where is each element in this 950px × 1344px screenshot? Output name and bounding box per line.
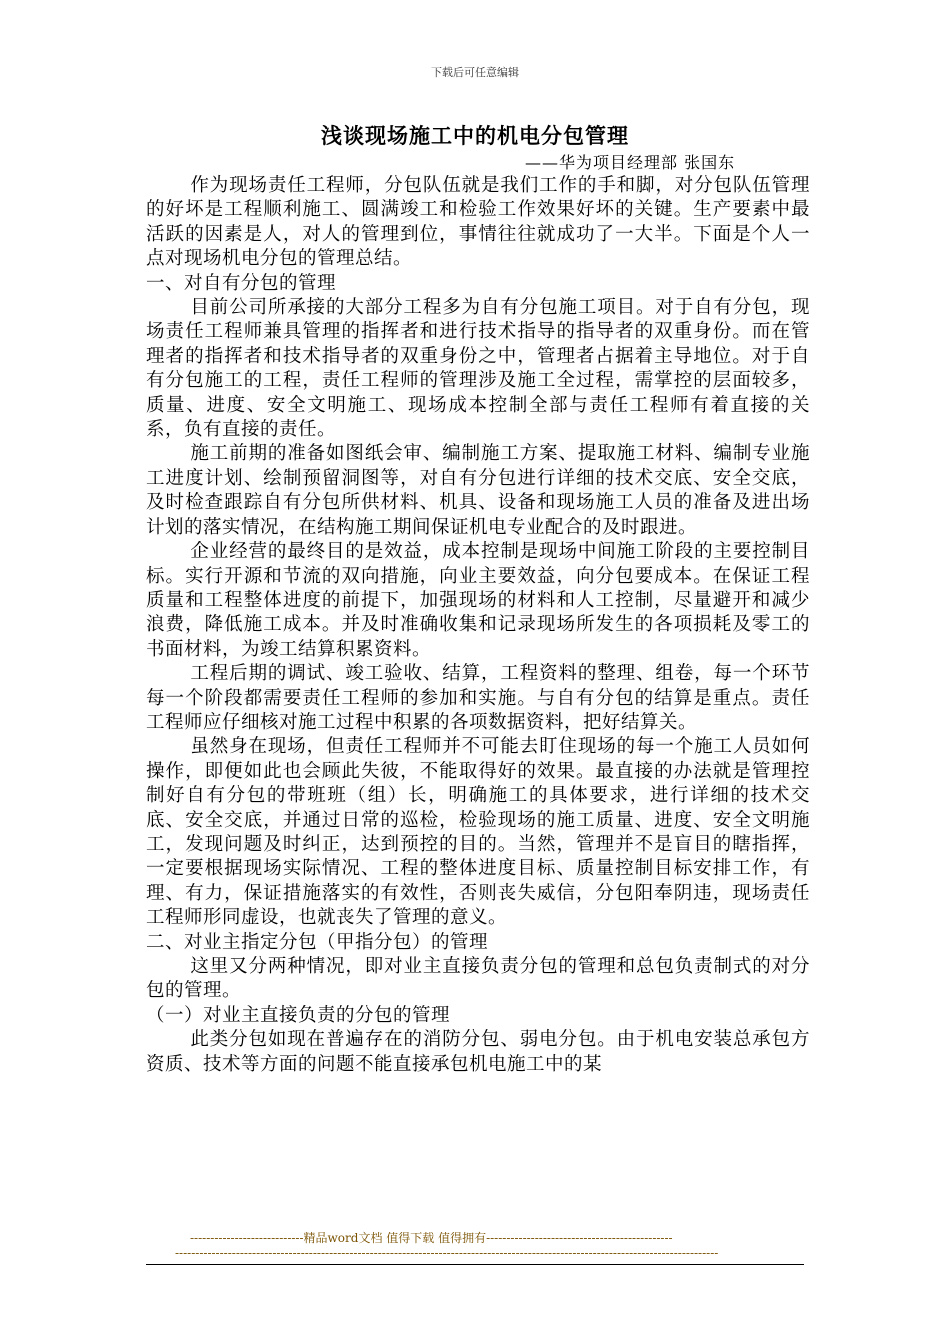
section-heading: 一、对自有分包的管理: [146, 272, 337, 294]
subsection-heading: （一）对业主直接负责的分包的管理: [146, 1004, 451, 1026]
author-line: ——华为项目经理部 张国东: [525, 153, 736, 172]
paragraph: 此类分包如现在普遍存在的消防分包、弱电分包。由于机电安装总承包方资质、技术等方面的问题不能直接承包机电施工中的某: [146, 1029, 810, 1075]
footer-rule: [146, 1264, 804, 1265]
document-body: [146, 174, 810, 1077]
paragraph: 施工前期的准备如图纸会审、编制施工方案、提取施工材料、编制专业施工进度计划、绘制预留洞图等，对自有分包进行详细的技术交底、安全交底，及时检查跟踪自有分包所供材料、机具、设备和现场施工人员的准备及进出场计划的落实情况，在结构施工期间保证机电专业配合的及时跟进。: [146, 443, 810, 538]
paragraph: 企业经营的最终目的是效益，成本控制是现场中间施工阶段的主要控制目标。实行开源和节流的双向措施，向业主要效益，向分包要成本。在保证工程质量和工程整体进度的前提下，加强现场的材料和人工控制，尽量避开和减少浪费，降低施工成本。并及时准确收集和记录现场所发生的各项损耗及零工的书面材料，为竣工结算积累资料。: [146, 541, 810, 660]
paragraph: 目前公司所承接的大部分工程多为自有分包施工项目。对于自有分包，现场责任工程师兼具管理的指挥者和进行技术指导的指导者的双重身份。而在管理者的指挥者和技术指导者的双重身份之中，管理者占据着主导地位。对于自有分包施工的工程，责任工程师的管理涉及施工全过程，需掌控的层面较多，质量、进度、安全文明施工、现场成本控制全部与责任工程师有着直接的关系，负有直接的责任。: [146, 297, 810, 441]
paragraph: 这里又分两种情况，即对业主直接负责分包的管理和总包负责制式的对分包的管理。: [146, 956, 810, 1002]
paragraph: 作为现场责任工程师，分包队伍就是我们工作的手和脚，对分包队伍管理的好坏是工程顺利施工、圆满竣工和检验工作效果好坏的关键。生产要素中最活跃的因素是人，对人的管理到位，事情往往就成功了一大半。下面是个人一点对现场机电分包的管理总结。: [146, 175, 810, 270]
page-title: 浅谈现场施工中的机电分包管理: [321, 123, 629, 148]
paragraph: 虽然身在现场，但责任工程师并不可能去盯住现场的每一个施工人员如何操作，即便如此也会顾此失彼，不能取得好的效果。最直接的办法就是管理控制好自有分包的带班班（组）长，明确施工的具体要求，进行详细的技术交底、安全交底，并通过日常的巡检，检验现场的施工质量、进度、安全文明施工，发现问题及时纠正，达到预控的目的。当然，管理并不是盲目的瞎指挥，一定要根据现场实际情况、工程的整体进度目标、质量控制目标安排工作，有理、有力，保证措施落实的有效性，否则丧失威信，分包阳奉阴违，现场责任工程师形同虚设，也就丧失了管理的意义。: [146, 736, 810, 929]
paragraph: 工程后期的调试、竣工验收、结算，工程资料的整理、组卷，每一个环节每一个阶段都需要责任工程师的参加和实施。与自有分包的结算是重点。责任工程师应仔细核对施工过程中积累的各项数据资料，把好结算关。: [146, 663, 810, 733]
footer-watermark-line: ----------------------------精品word文档 值得下载 值得拥有----------------------------------------------: [190, 1231, 673, 1245]
header-note: 下载后可任意编辑: [431, 66, 519, 79]
section-heading: 二、对业主指定分包（甲指分包）的管理: [146, 931, 489, 953]
footer-dash-line: --------------------------------------------------------------------------------------------------------------------------------------: [175, 1246, 719, 1260]
